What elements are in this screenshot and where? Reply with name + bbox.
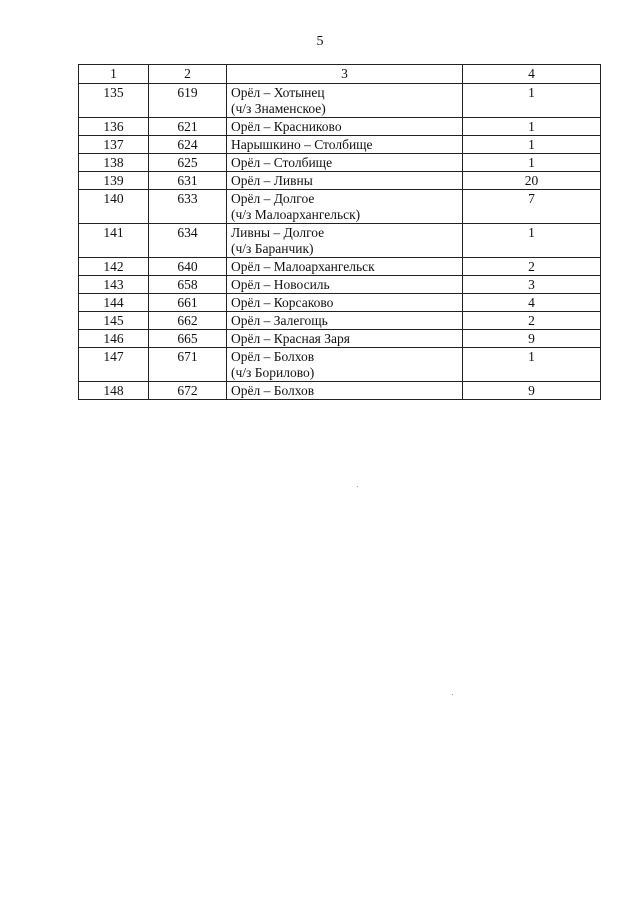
route-via: (ч/з Борилово): [231, 365, 315, 380]
route-name: Орёл – Красная Заря: [231, 331, 350, 346]
table-row: [79, 330, 601, 348]
route-name-cell: [227, 190, 463, 224]
count-cell: 3: [463, 276, 601, 294]
count-cell: 20: [463, 172, 601, 190]
page-number: 5: [316, 34, 324, 49]
table-row: [79, 258, 601, 276]
route-via: (ч/з Малоархангельск): [231, 207, 361, 222]
route-name-cell: [227, 348, 463, 382]
route-name-cell: [227, 312, 463, 330]
row-number-cell: 141: [79, 224, 149, 258]
table-row: [79, 172, 601, 190]
route-name-cell: [227, 276, 463, 294]
row-number-cell: 147: [79, 348, 149, 382]
route-name: Орёл – Хотынец: [231, 85, 325, 100]
count-cell: 9: [463, 330, 601, 348]
route-name: Орёл – Корсаково: [231, 295, 334, 310]
route-name-cell: [227, 258, 463, 276]
column-header-4: 4: [463, 65, 601, 84]
route-name: Орёл – Ливны: [231, 173, 313, 188]
row-number-cell: 136: [79, 118, 149, 136]
route-name: Ливны – Долгое: [231, 225, 325, 240]
route-name: Нарышкино – Столбище: [231, 137, 373, 152]
route-code-cell: 672: [149, 382, 227, 400]
count-cell: 4: [463, 294, 601, 312]
count-cell: 2: [463, 312, 601, 330]
scan-speck: [452, 694, 453, 695]
row-number-cell: 145: [79, 312, 149, 330]
row-number-cell: 137: [79, 136, 149, 154]
route-name-cell: [227, 154, 463, 172]
table-row: [79, 224, 601, 258]
route-name-cell: [227, 172, 463, 190]
count-cell: 1: [463, 84, 601, 118]
routes-table: [78, 64, 601, 400]
count-cell: 1: [463, 224, 601, 258]
table-row: [79, 118, 601, 136]
route-via: (ч/з Знаменское): [231, 101, 326, 116]
table-row: [79, 312, 601, 330]
row-number-cell: 135: [79, 84, 149, 118]
route-code-cell: 634: [149, 224, 227, 258]
table-body: [79, 84, 601, 400]
count-cell: 9: [463, 382, 601, 400]
route-name-cell: [227, 382, 463, 400]
table-header: [79, 65, 601, 84]
route-code-cell: 640: [149, 258, 227, 276]
route-name-cell: [227, 224, 463, 258]
route-code-cell: 624: [149, 136, 227, 154]
row-number-cell: 138: [79, 154, 149, 172]
row-number-cell: 146: [79, 330, 149, 348]
route-name: Орёл – Новосиль: [231, 277, 330, 292]
route-code-cell: 671: [149, 348, 227, 382]
table-row: [79, 84, 601, 118]
column-header-2: 2: [149, 65, 227, 84]
row-number-cell: 143: [79, 276, 149, 294]
table-row: [79, 136, 601, 154]
route-code-cell: 665: [149, 330, 227, 348]
row-number-cell: 140: [79, 190, 149, 224]
route-code-cell: 633: [149, 190, 227, 224]
count-cell: 1: [463, 154, 601, 172]
route-name-cell: [227, 84, 463, 118]
count-cell: 2: [463, 258, 601, 276]
column-header-3: 3: [227, 65, 463, 84]
header-row: [79, 65, 601, 84]
route-code-cell: 625: [149, 154, 227, 172]
route-code-cell: 621: [149, 118, 227, 136]
route-name-cell: [227, 330, 463, 348]
route-name-cell: [227, 136, 463, 154]
route-code-cell: 662: [149, 312, 227, 330]
route-name: Орёл – Красниково: [231, 119, 342, 134]
row-number-cell: 142: [79, 258, 149, 276]
table-row: [79, 276, 601, 294]
column-header-1: 1: [79, 65, 149, 84]
table-row: [79, 348, 601, 382]
table-row: [79, 382, 601, 400]
table-row: [79, 190, 601, 224]
scan-speck: [357, 486, 358, 487]
route-name: Орёл – Малоархангельск: [231, 259, 375, 274]
row-number-cell: 139: [79, 172, 149, 190]
route-name: Орёл – Болхов: [231, 349, 315, 364]
table-row: [79, 154, 601, 172]
count-cell: 7: [463, 190, 601, 224]
table-row: [79, 294, 601, 312]
row-number-cell: 148: [79, 382, 149, 400]
route-name: Орёл – Залегощь: [231, 313, 328, 328]
route-name-cell: [227, 294, 463, 312]
route-name: Орёл – Долгое: [231, 191, 315, 206]
route-name: Орёл – Столбище: [231, 155, 333, 170]
route-code-cell: 619: [149, 84, 227, 118]
route-name-cell: [227, 118, 463, 136]
count-cell: 1: [463, 348, 601, 382]
row-number-cell: 144: [79, 294, 149, 312]
route-code-cell: 661: [149, 294, 227, 312]
count-cell: 1: [463, 136, 601, 154]
route-code-cell: 631: [149, 172, 227, 190]
route-name: Орёл – Болхов: [231, 383, 315, 398]
route-via: (ч/з Баранчик): [231, 241, 314, 256]
route-code-cell: 658: [149, 276, 227, 294]
count-cell: 1: [463, 118, 601, 136]
